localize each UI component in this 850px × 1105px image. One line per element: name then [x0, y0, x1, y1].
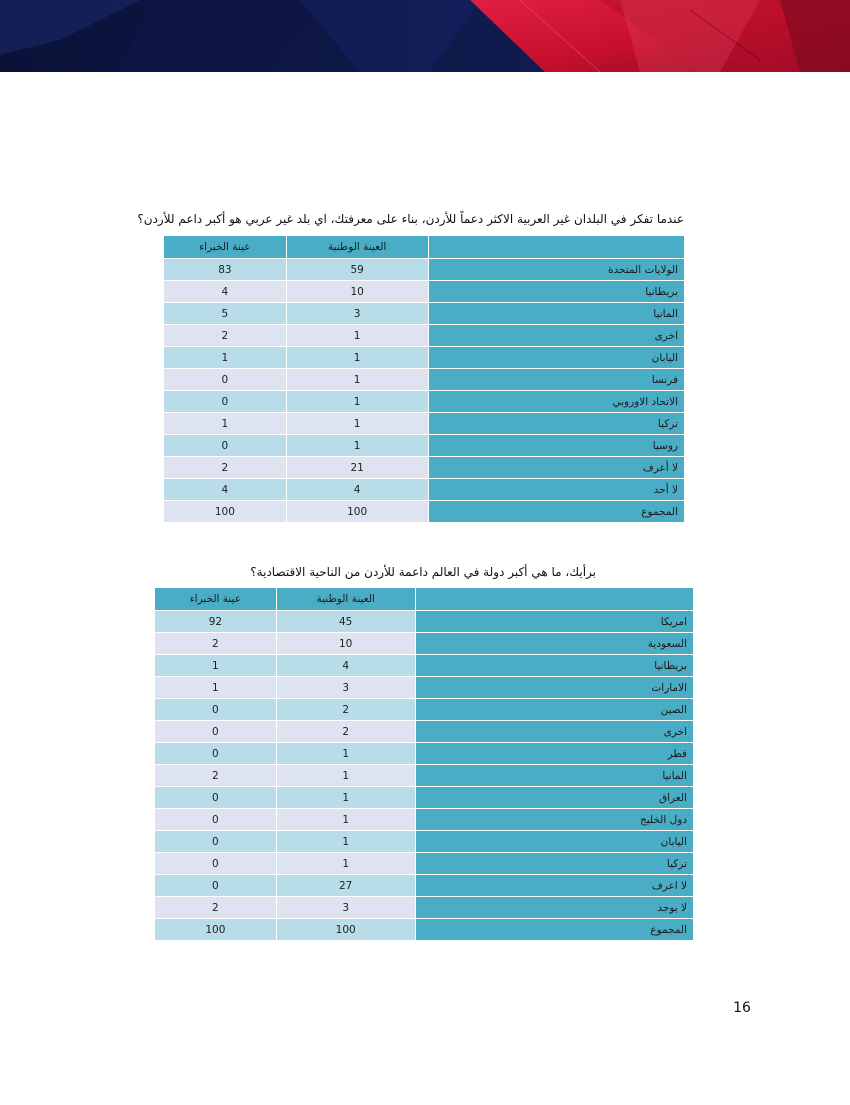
national-value: 1: [276, 809, 415, 831]
national-value: 1: [286, 413, 428, 435]
experts-value: 100: [164, 501, 287, 523]
table-row: [155, 699, 694, 721]
experts-value: 2: [155, 765, 277, 787]
table-total-row: [164, 501, 685, 523]
experts-value: 4: [164, 479, 287, 501]
table-row: [155, 677, 694, 699]
national-value: 2: [276, 721, 415, 743]
header-banner-graphic: [0, 0, 850, 72]
table-row: [155, 897, 694, 919]
experts-value: 0: [155, 875, 277, 897]
table-row: [155, 743, 694, 765]
row-label: العراق: [415, 787, 693, 809]
row-label: دول الخليج: [415, 809, 693, 831]
national-value: 4: [286, 479, 428, 501]
row-label: امريكا: [415, 611, 693, 633]
experts-value: 0: [164, 435, 287, 457]
table-1-header-label: [428, 236, 684, 259]
experts-value: 0: [155, 809, 277, 831]
experts-value: 0: [164, 369, 287, 391]
table-row: [164, 457, 685, 479]
experts-value: 1: [164, 347, 287, 369]
experts-value: 2: [164, 457, 287, 479]
row-label: لا أحد: [428, 479, 684, 501]
table-row: [164, 435, 685, 457]
national-value: 2: [276, 699, 415, 721]
table-row: [155, 655, 694, 677]
row-label: الولايات المتحدة: [428, 259, 684, 281]
table-2-header-national: العينة الوطنية: [276, 588, 415, 611]
table-row: [155, 809, 694, 831]
table-row: [155, 611, 694, 633]
row-label: تركيا: [415, 853, 693, 875]
national-value: 21: [286, 457, 428, 479]
table-total-row: [155, 919, 694, 941]
row-label: المجموع: [415, 919, 693, 941]
experts-value: 1: [164, 413, 287, 435]
row-label: اليابان: [415, 831, 693, 853]
table-1-header-experts: عينة الخبراء: [164, 236, 287, 259]
national-value: 1: [276, 787, 415, 809]
row-label: فرنسا: [428, 369, 684, 391]
experts-value: 0: [155, 743, 277, 765]
table-row: [164, 281, 685, 303]
table-2: [154, 587, 694, 941]
experts-value: 0: [155, 699, 277, 721]
table-1-header-national: العينة الوطنية: [286, 236, 428, 259]
national-value: 1: [286, 347, 428, 369]
row-label: الصين: [415, 699, 693, 721]
national-value: 4: [276, 655, 415, 677]
experts-value: 0: [155, 831, 277, 853]
row-label: قطر: [415, 743, 693, 765]
national-value: 27: [276, 875, 415, 897]
table-row: [164, 369, 685, 391]
row-label: لا أعرف: [428, 457, 684, 479]
row-label: الامارات: [415, 677, 693, 699]
table-row: [164, 325, 685, 347]
experts-value: 1: [155, 655, 277, 677]
table-row: [155, 787, 694, 809]
row-label: اخرى: [415, 721, 693, 743]
national-value: 3: [286, 303, 428, 325]
national-value: 1: [276, 853, 415, 875]
row-label: اليابان: [428, 347, 684, 369]
row-label: المانيا: [415, 765, 693, 787]
page-number: 16: [733, 1000, 751, 1016]
national-value: 1: [276, 831, 415, 853]
experts-value: 83: [164, 259, 287, 281]
table-row: [155, 853, 694, 875]
row-label: لا اعرف: [415, 875, 693, 897]
experts-value: 4: [164, 281, 287, 303]
question-1-title: عندما تفكر في البلدان غير العربية الاكثر دعماً للأردن، بناء على معرفتك، اي بلد غير عربي هو أكبر داعم للأردن؟: [137, 212, 684, 226]
experts-value: 0: [155, 853, 277, 875]
table-row: [164, 413, 685, 435]
table-row: [155, 765, 694, 787]
experts-value: 0: [164, 391, 287, 413]
table-row: [164, 391, 685, 413]
national-value: 1: [286, 435, 428, 457]
experts-value: 100: [155, 919, 277, 941]
national-value: 1: [276, 765, 415, 787]
experts-value: 1: [155, 677, 277, 699]
experts-value: 0: [155, 787, 277, 809]
national-value: 100: [286, 501, 428, 523]
national-value: 3: [276, 897, 415, 919]
experts-value: 2: [164, 325, 287, 347]
national-value: 1: [276, 743, 415, 765]
row-label: الاتحاد الاوروبي: [428, 391, 684, 413]
national-value: 10: [286, 281, 428, 303]
national-value: 1: [286, 369, 428, 391]
row-label: اخرى: [428, 325, 684, 347]
row-label: بريطانيا: [428, 281, 684, 303]
table-2-header-experts: عينة الخبراء: [155, 588, 277, 611]
row-label: تركيا: [428, 413, 684, 435]
question-2-title: برأيك، ما هي أكبر دولة في العالم داعمة للأردن من الناحية الاقتصادية؟: [250, 565, 596, 579]
table-2-header-label: [415, 588, 693, 611]
header-banner: [0, 0, 850, 72]
table-row: [164, 347, 685, 369]
experts-value: 92: [155, 611, 277, 633]
table-1: [163, 235, 685, 523]
experts-value: 2: [155, 897, 277, 919]
row-label: روسيا: [428, 435, 684, 457]
table-row: [164, 479, 685, 501]
national-value: 1: [286, 325, 428, 347]
table-1-header-row: [164, 236, 685, 259]
experts-value: 0: [155, 721, 277, 743]
table-2-header-row: [155, 588, 694, 611]
experts-value: 5: [164, 303, 287, 325]
row-label: السعودية: [415, 633, 693, 655]
table-row: [155, 875, 694, 897]
national-value: 45: [276, 611, 415, 633]
row-label: المجموع: [428, 501, 684, 523]
experts-value: 2: [155, 633, 277, 655]
national-value: 10: [276, 633, 415, 655]
national-value: 59: [286, 259, 428, 281]
table-row: [155, 633, 694, 655]
national-value: 100: [276, 919, 415, 941]
row-label: لا يوجد: [415, 897, 693, 919]
table-row: [164, 303, 685, 325]
row-label: بريطانيا: [415, 655, 693, 677]
row-label: المانيا: [428, 303, 684, 325]
national-value: 3: [276, 677, 415, 699]
national-value: 1: [286, 391, 428, 413]
table-row: [155, 721, 694, 743]
table-row: [164, 259, 685, 281]
table-row: [155, 831, 694, 853]
